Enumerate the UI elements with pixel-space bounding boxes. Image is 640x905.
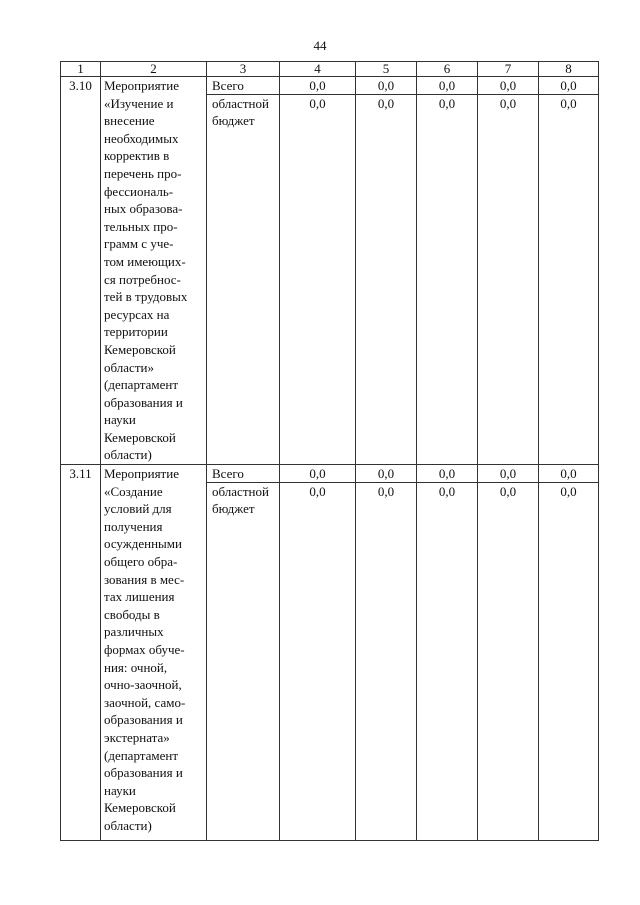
value-total: 0,0 xyxy=(539,77,598,95)
value-total: 0,0 xyxy=(417,77,477,95)
table-header-row xyxy=(61,62,599,77)
source-total: Всего xyxy=(207,465,279,483)
value-cell xyxy=(280,77,356,465)
table-row xyxy=(61,465,599,841)
value-total: 0,0 xyxy=(356,77,416,95)
header-cell: 8 xyxy=(539,62,599,77)
header-cell: 7 xyxy=(478,62,539,77)
value-cell xyxy=(539,465,599,841)
measure-name: Мероприятие «Создание условий для получения осужденными общего обра- зования в мес- тах лишения свободы в различных формах обуче- ния: очной, очно-заочной, заочной, само- образования и экстерната» (департамент образования и науки Кемеровской области) xyxy=(101,465,207,841)
row-number: 3.11 xyxy=(61,465,101,841)
header-cell: 3 xyxy=(207,62,280,77)
value-cell xyxy=(417,77,478,465)
value-cell xyxy=(356,465,417,841)
page-number: 44 xyxy=(313,38,327,53)
value-regional: 0,0 xyxy=(377,96,395,111)
value-cell xyxy=(417,465,478,841)
funding-source-cell xyxy=(207,465,280,841)
value-cell xyxy=(478,77,539,465)
header-cell: 6 xyxy=(417,62,478,77)
value-regional: 0,0 xyxy=(560,96,577,111)
header-cell: 4 xyxy=(280,62,356,77)
value-regional: 0,0 xyxy=(499,96,517,111)
value-cell xyxy=(280,465,356,841)
value-regional: 0,0 xyxy=(560,484,577,500)
value-regional: 0,0 xyxy=(499,484,517,500)
value-total: 0,0 xyxy=(280,465,355,483)
source-total: Всего xyxy=(207,77,279,95)
financing-table xyxy=(60,61,599,841)
value-total: 0,0 xyxy=(539,465,598,483)
header-cell: 5 xyxy=(356,62,417,77)
value-cell xyxy=(478,465,539,841)
value-total: 0,0 xyxy=(478,77,538,95)
value-cell xyxy=(356,77,417,465)
funding-source-cell xyxy=(207,77,280,465)
value-regional: 0,0 xyxy=(377,484,395,500)
value-total: 0,0 xyxy=(356,465,416,483)
value-total: 0,0 xyxy=(478,465,538,483)
measure-name: Мероприятие «Изучение и внесение необходимых корректив в перечень про- фессиональ- ных образова- тельных про- грамм с уче- том имеющих- ся потребнос- тей в трудовых ресурсах на территории Кемеровской области» (департамент образования и науки Кемеровской области) xyxy=(101,77,207,465)
table-row xyxy=(61,77,599,465)
value-regional: 0,0 xyxy=(309,484,326,500)
value-cell xyxy=(539,77,599,465)
source-regional-budget: областной бюджет xyxy=(212,96,269,128)
row-number: 3.10 xyxy=(61,77,101,465)
value-regional: 0,0 xyxy=(438,484,456,500)
header-cell: 2 xyxy=(101,62,207,77)
value-total: 0,0 xyxy=(417,465,477,483)
value-total: 0,0 xyxy=(280,77,355,95)
source-regional-budget: областной бюджет xyxy=(212,484,269,517)
value-regional: 0,0 xyxy=(438,96,456,111)
value-regional: 0,0 xyxy=(309,96,326,111)
header-cell: 1 xyxy=(61,62,101,77)
